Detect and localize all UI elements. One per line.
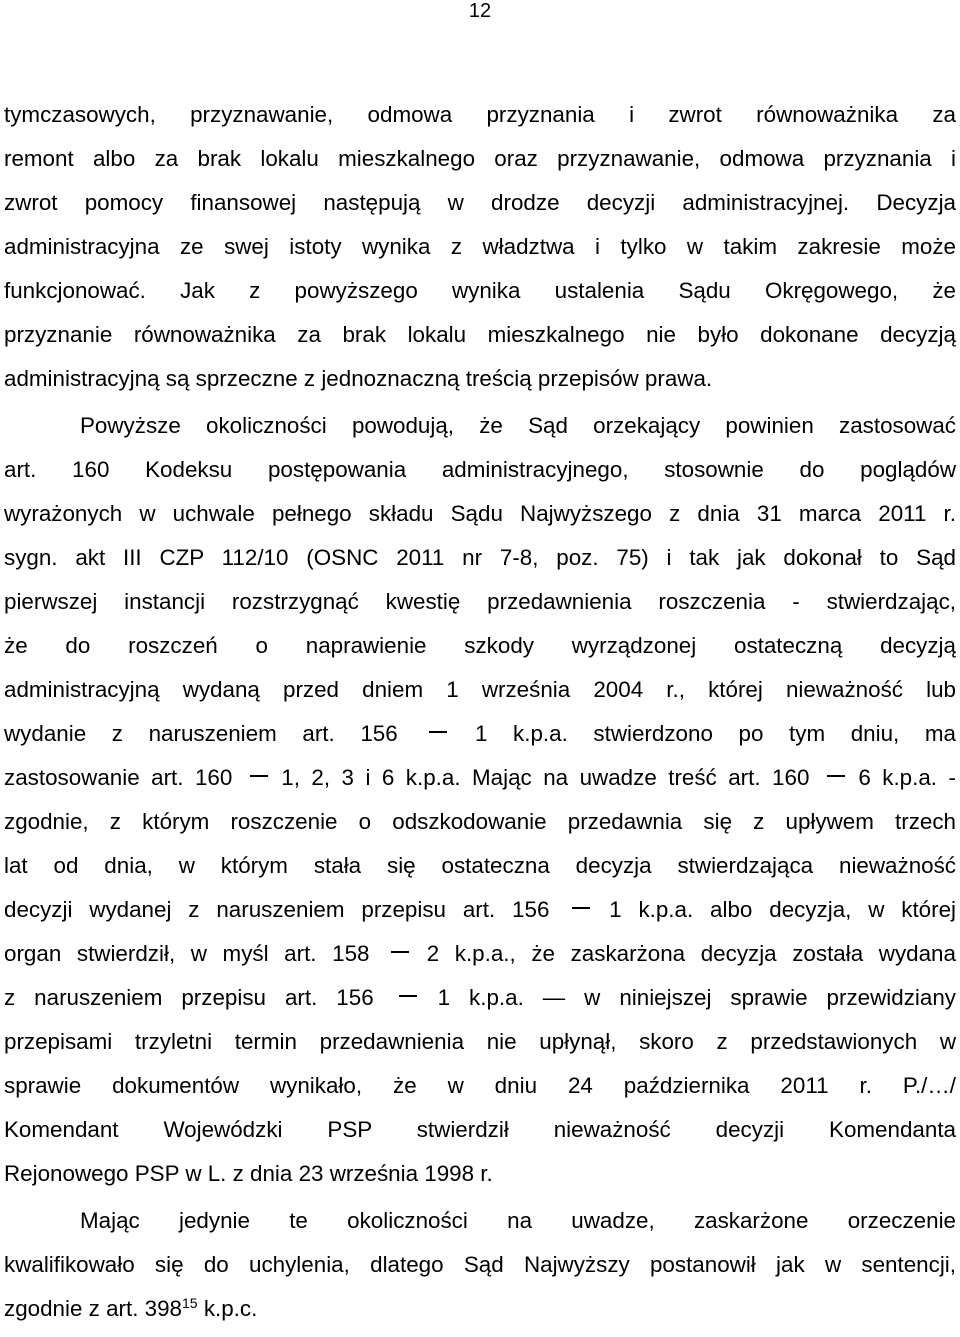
paragraph-line: Komendant Wojewódzki PSP stwierdził nieważność decyzji Komendanta [4, 1117, 956, 1142]
paragraph-line: administracyjna ze swej istoty wynika z władztwa i tylko w takim zakresie może [4, 234, 956, 259]
text-segment: k.p.c. [203, 1296, 258, 1321]
paragraph-line: kwalifikowało się do uchylenia, dlatego Sąd Najwyższy postanowił jak w sentencji, [4, 1252, 956, 1277]
text-segment: 1 k.p.a. stwierdzono po tym dniu, ma [474, 721, 956, 746]
paragraph-line: Mając jedynie te okoliczności na uwadze, zaskarżone orzeczenie [80, 1208, 956, 1233]
text-segment: decyzji wydanej z naruszeniem przepisu art. 156 [4, 897, 550, 922]
paragraph-line: przyznanie równoważnika za brak lokalu mieszkalnego nie było dokonane decyzją [4, 322, 956, 347]
paragraph-line: tymczasowych, przyznawanie, odmowa przyznania i zwrot równoważnika za [4, 102, 956, 127]
paragraph-line [4, 980, 956, 1016]
paragraph-line: pierwszej instancji rozstrzygnąć kwestię przedawnienia roszczenia - stwierdzając, [4, 589, 956, 614]
paragraph-line: lat od dnia, w którym stała się ostateczna decyzja stwierdzająca nieważność [4, 853, 956, 878]
paragraph-line: funkcjonować. Jak z powyższego wynika ustalenia Sądu Okręgowego, że [4, 278, 956, 303]
text-segment: zastosowanie art. 160 [4, 765, 233, 790]
paragraph-line: art. 160 Kodeksu postępowania administracyjnego, stosownie do poglądów [4, 457, 956, 482]
text-segment: zgodnie z art. 398 [4, 1296, 182, 1321]
paragraph-sign-icon [821, 775, 847, 783]
paragraph-line: przepisami trzyletni termin przedawnienia nie upłynął, skoro z przedstawionych w [4, 1029, 956, 1054]
paragraph-line [4, 1291, 956, 1327]
paragraph-line [4, 936, 956, 972]
paragraph-sign-icon [423, 731, 449, 739]
text-segment: 1 k.p.a. — w niniejszej sprawie przewidziany [437, 985, 956, 1010]
text-segment: z naruszeniem przepisu art. 156 [4, 985, 374, 1010]
paragraph-line: remont albo za brak lokalu mieszkalnego oraz przyznawanie, odmowa przyznania i [4, 146, 956, 171]
text-segment: 1, 2, 3 i 6 k.p.a. Mając na uwadze treść art. 160 [281, 765, 810, 790]
paragraph-line [4, 716, 956, 752]
superscript: 15 [182, 1295, 198, 1311]
text-segment: 6 k.p.a. - [858, 765, 956, 790]
paragraph-line: wyrażonych w uchwale pełnego składu Sądu Najwyższego z dnia 31 marca 2011 r. [4, 501, 956, 526]
paragraph-line [4, 892, 956, 928]
paragraph-line: że do roszczeń o naprawienie szkody wyrządzonej ostateczną decyzją [4, 633, 956, 658]
paragraph-sign-icon [393, 995, 419, 1003]
paragraph-line: Powyższe okoliczności powodują, że Sąd orzekający powinien zastosować [80, 413, 956, 438]
page-number: 12 [468, 0, 492, 22]
text-segment: 2 k.p.a., że zaskarżona decyzja została wydana [426, 941, 956, 966]
text-segment: 1 k.p.a. albo decyzja, w której [609, 897, 956, 922]
paragraph-sign-icon [385, 951, 411, 959]
paragraph-sign-icon [244, 775, 270, 783]
paragraph-line: zwrot pomocy finansowej następują w drodze decyzji administracyjnej. Decyzja [4, 190, 956, 215]
paragraph-line: zgodnie, z którym roszczenie o odszkodowanie przedawnia się z upływem trzech [4, 809, 956, 834]
paragraph-line: administracyjną są sprzeczne z jednoznaczną treścią przepisów prawa. [4, 366, 713, 391]
paragraph-line: sprawie dokumentów wynikało, że w dniu 24 października 2011 r. P./…/ [4, 1073, 956, 1098]
paragraph-sign-icon [566, 907, 592, 915]
paragraph-line: Rejonowego PSP w L. z dnia 23 września 1998 r. [4, 1161, 493, 1186]
paragraph-line: administracyjną wydaną przed dniem 1 września 2004 r., której nieważność lub [4, 677, 956, 702]
paragraph-line: sygn. akt III CZP 112/10 (OSNC 2011 nr 7-8, poz. 75) i tak jak dokonał to Sąd [4, 545, 956, 570]
text-segment: wydanie z naruszeniem art. 156 [4, 721, 398, 746]
paragraph-line [4, 760, 956, 796]
text-segment: organ stwierdził, w myśl art. 158 [4, 941, 370, 966]
